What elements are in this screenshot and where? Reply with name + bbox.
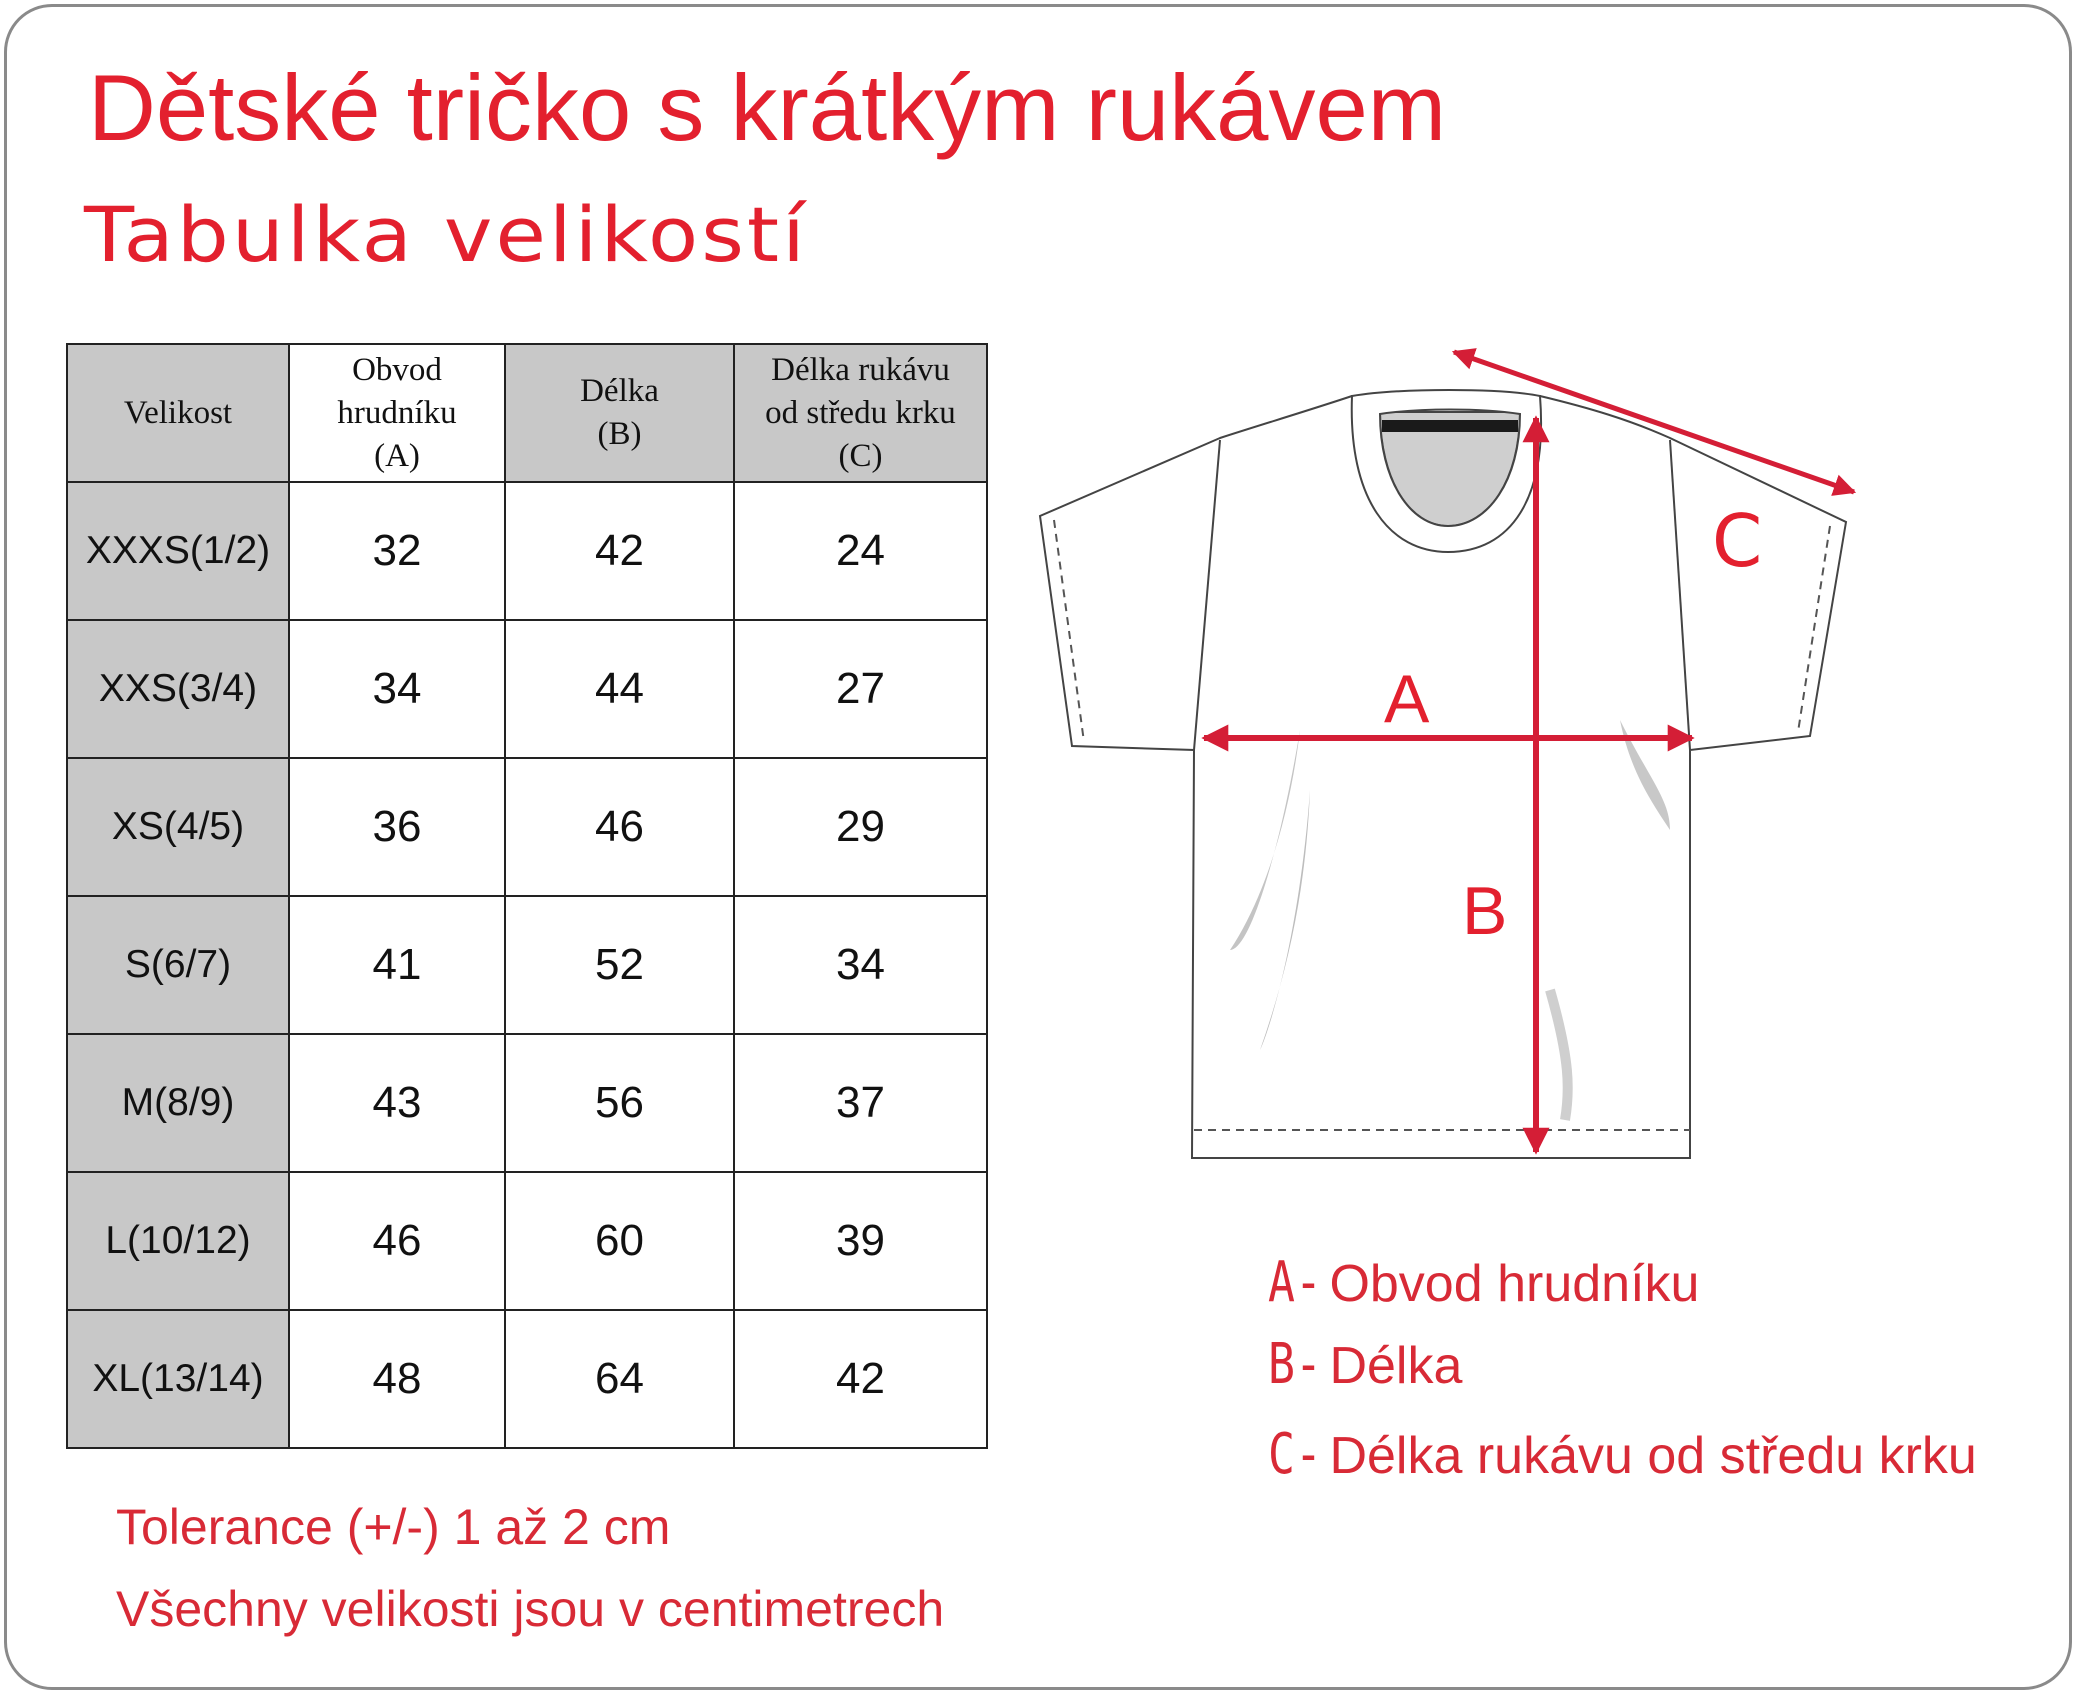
page-title: Dětské tričko s krátkým rukávem [88,55,1447,160]
length-cell: 64 [505,1310,734,1448]
header-chest [289,344,505,482]
size-cell: M(8/9) [67,1034,289,1172]
table-row [67,758,987,896]
chest-cell: 36 [289,758,505,896]
legend-item-b [1268,1332,1462,1397]
legend-key-a: A- [1268,1250,1322,1315]
header-size: Velikost [67,344,289,482]
size-table [66,343,988,1449]
legend-item-a [1268,1250,1699,1315]
chest-cell: 46 [289,1172,505,1310]
sleeve-cell: 29 [734,758,987,896]
size-cell: XL(13/14) [67,1310,289,1448]
length-cell: 42 [505,482,734,620]
header-sleeve [734,344,987,482]
units-note: Všechny velikosti jsou v centimetrech [116,1581,945,1637]
table-row [67,896,987,1034]
legend-key-b: B- [1268,1332,1322,1397]
size-cell: XXXS(1/2) [67,482,289,620]
page-subtitle: Tabulka velikostí [84,192,808,280]
sleeve-cell: 42 [734,1310,987,1448]
table-row [67,482,987,620]
table-row [67,1172,987,1310]
chest-cell: 34 [289,620,505,758]
size-cell: XXS(3/4) [67,620,289,758]
length-cell: 52 [505,896,734,1034]
header-sleeve-label: Délka rukávu od středu krku (C) [765,351,956,474]
chest-cell: 41 [289,896,505,1034]
sleeve-cell: 24 [734,482,987,620]
table-row [67,1034,987,1172]
chest-cell: 43 [289,1034,505,1172]
sleeve-cell: 27 [734,620,987,758]
sleeve-cell: 34 [734,896,987,1034]
label-c: C [1712,499,1763,583]
table-row [67,620,987,758]
length-cell: 56 [505,1034,734,1172]
header-length-label: Délka (B) [580,373,659,452]
chest-cell: 32 [289,482,505,620]
header-length [505,344,734,482]
legend-key-c: C- [1268,1422,1322,1487]
length-cell: 60 [505,1172,734,1310]
size-cell: S(6/7) [67,896,289,1034]
length-cell: 44 [505,620,734,758]
sleeve-cell: 37 [734,1034,987,1172]
chest-cell: 48 [289,1310,505,1448]
legend-item-c [1268,1422,1977,1487]
label-b: B [1462,873,1508,949]
size-cell: XS(4/5) [67,758,289,896]
header-chest-label: Obvod hrudníku (A) [337,351,457,474]
tshirt-diagram [1030,330,1870,1190]
size-cell: L(10/12) [67,1172,289,1310]
legend-text-c: Délka rukávu od středu krku [1329,1427,1977,1485]
legend-text-b: Délka [1329,1337,1463,1395]
table-row [67,1310,987,1448]
tolerance-note: Tolerance (+/-) 1 až 2 cm [116,1499,671,1555]
table-header-row [67,344,987,482]
label-a: A [1384,661,1430,737]
sleeve-cell: 39 [734,1172,987,1310]
tshirt-label-stripe [1382,420,1518,432]
length-cell: 46 [505,758,734,896]
legend-text-a: Obvod hrudníku [1329,1255,1700,1313]
